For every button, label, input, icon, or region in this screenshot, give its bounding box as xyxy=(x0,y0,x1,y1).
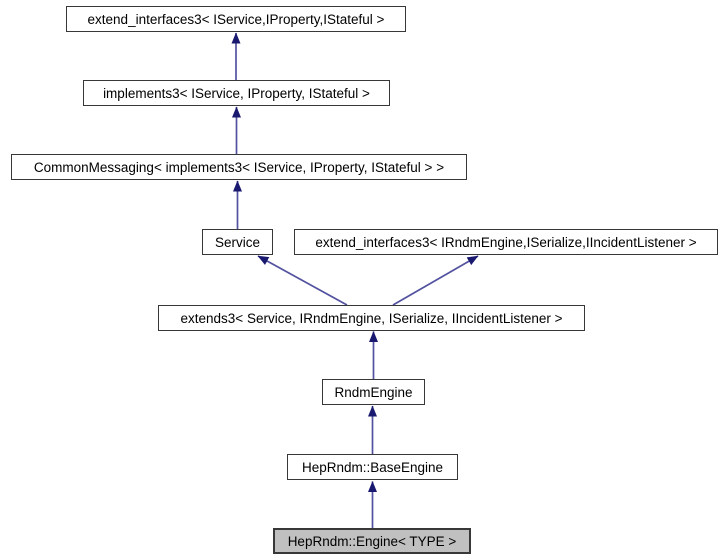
class-node-extends3[interactable]: extends3< Service, IRndmEngine, ISerialize, IIncidentListener > xyxy=(158,305,585,331)
class-node-extend-interfaces3-irndmengine[interactable]: extend_interfaces3< IRndmEngine,ISerialize,IIncidentListener > xyxy=(294,229,718,255)
class-node-implements3[interactable]: implements3< IService, IProperty, IStateful > xyxy=(83,80,390,106)
class-node-rndmengine[interactable]: RndmEngine xyxy=(322,379,425,405)
class-node-extend-interfaces3-iservice[interactable]: extend_interfaces3< IService,IProperty,IStateful > xyxy=(66,6,406,32)
class-node-heprndm-engine-current: HepRndm::Engine< TYPE > xyxy=(273,528,471,554)
class-node-commonmessaging[interactable]: CommonMessaging< implements3< IService, IProperty, IStateful > > xyxy=(11,154,467,180)
inheritance-arrow-extends3-to-extend-interfaces3-irndmengine xyxy=(393,256,478,305)
inheritance-arrow-extends3-to-service xyxy=(258,256,347,305)
class-node-heprndm-baseengine[interactable]: HepRndm::BaseEngine xyxy=(287,454,458,480)
class-node-service[interactable]: Service xyxy=(202,229,273,255)
